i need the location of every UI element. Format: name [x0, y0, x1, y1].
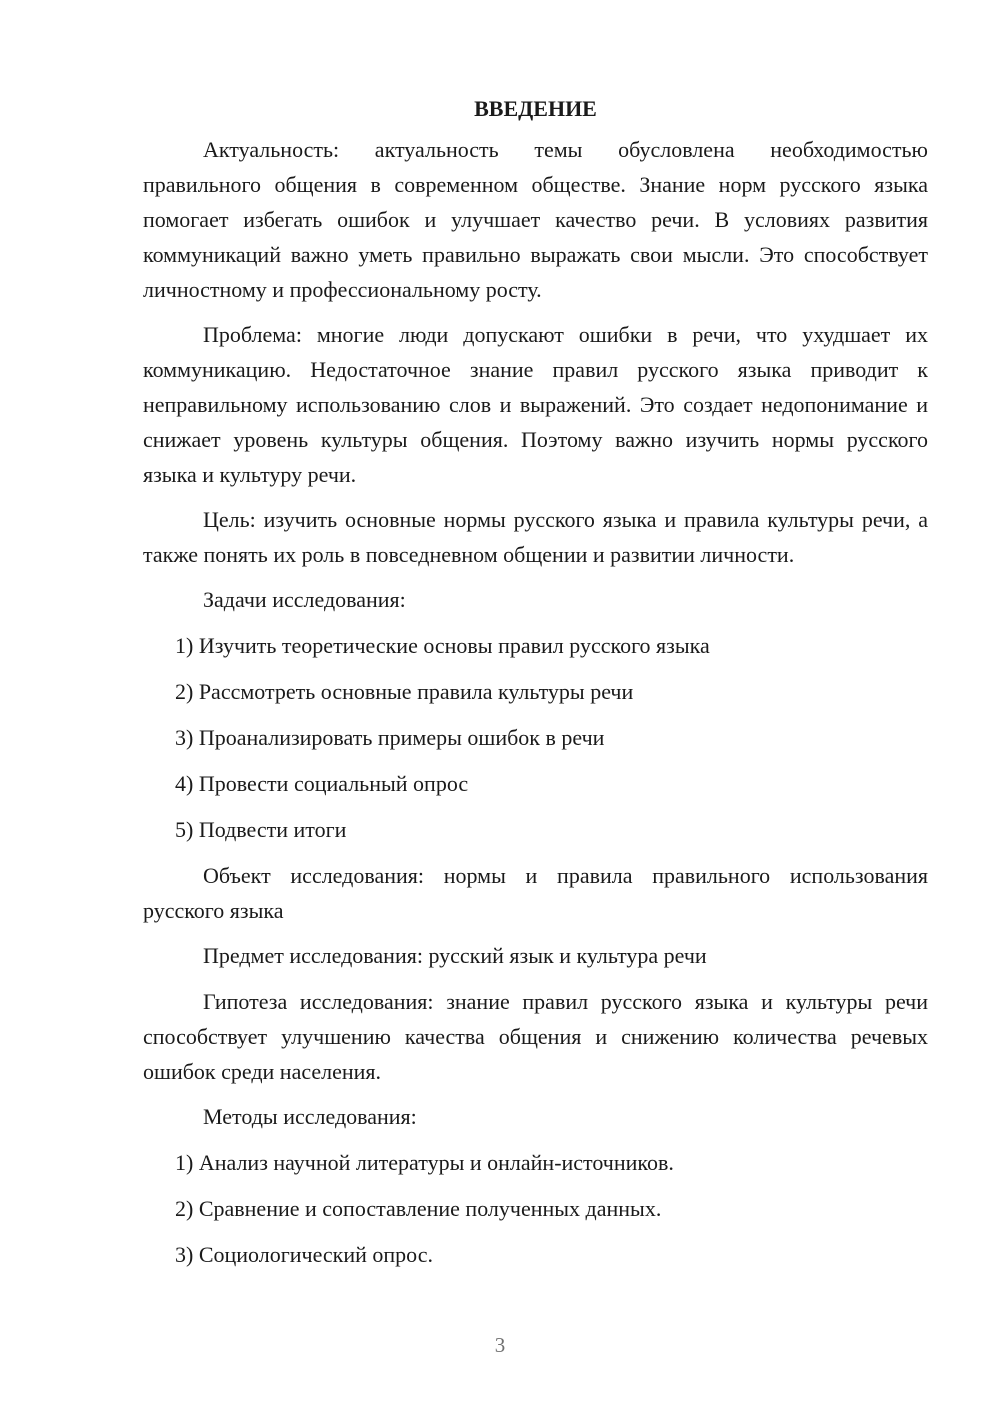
- page-number: 3: [494, 1333, 506, 1357]
- list-item: 5) Подвести итоги: [175, 817, 347, 842]
- list-item: 4) Провести социальный опрос: [175, 771, 469, 796]
- list-item: 3) Проанализировать примеры ошибок в речи: [175, 725, 605, 750]
- list-item: 1) Анализ научной литературы и онлайн-источников.: [175, 1150, 674, 1175]
- tasks-label: Задачи исследования:: [203, 587, 406, 612]
- relevance-paragraph: Актуальность: актуальность темы обусловлена необходимостью правильного общения в современном обществе. Знание норм русского языка помогает избегать ошибок и улучшает качество речи. В условиях развития коммуникаций важно уметь правильно выражать свои мысли. Это способствует личностному и профессиональному росту.: [143, 137, 928, 302]
- list-item: 1) Изучить теоретические основы правил русского языка: [175, 633, 710, 658]
- object-paragraph: Объект исследования: нормы и правила правильного использования русского языка: [143, 863, 928, 923]
- hypothesis-paragraph: Гипотеза исследования: знание правил русского языка и культуры речи способствует улучшению качества общения и снижению количества речевых ошибок среди населения.: [143, 989, 928, 1084]
- list-item: 3) Социологический опрос.: [175, 1242, 433, 1267]
- methods-list: [143, 1145, 928, 1272]
- methods-label: Методы исследования:: [203, 1104, 417, 1129]
- problem-paragraph: Проблема: многие люди допускают ошибки в речи, что ухудшает их коммуникацию. Недостаточное знание правил русского языка приводит к неправильному использованию слов и выражений. Это создает недопонимание и снижает уровень культуры общения. Поэтому важно изучить нормы русского языка и культуру речи.: [143, 322, 928, 487]
- page-title: ВВЕДЕНИЕ: [474, 96, 597, 121]
- list-item: 2) Рассмотреть основные правила культуры речи: [175, 679, 634, 704]
- subject-paragraph: Предмет исследования: русский язык и культура речи: [203, 943, 707, 968]
- goal-paragraph: Цель: изучить основные нормы русского языка и правила культуры речи, а также понять их роль в повседневном общении и развитии личности.: [143, 507, 928, 567]
- tasks-list: [143, 628, 928, 847]
- list-item: 2) Сравнение и сопоставление полученных данных.: [175, 1196, 662, 1221]
- document-page: [143, 94, 928, 1283]
